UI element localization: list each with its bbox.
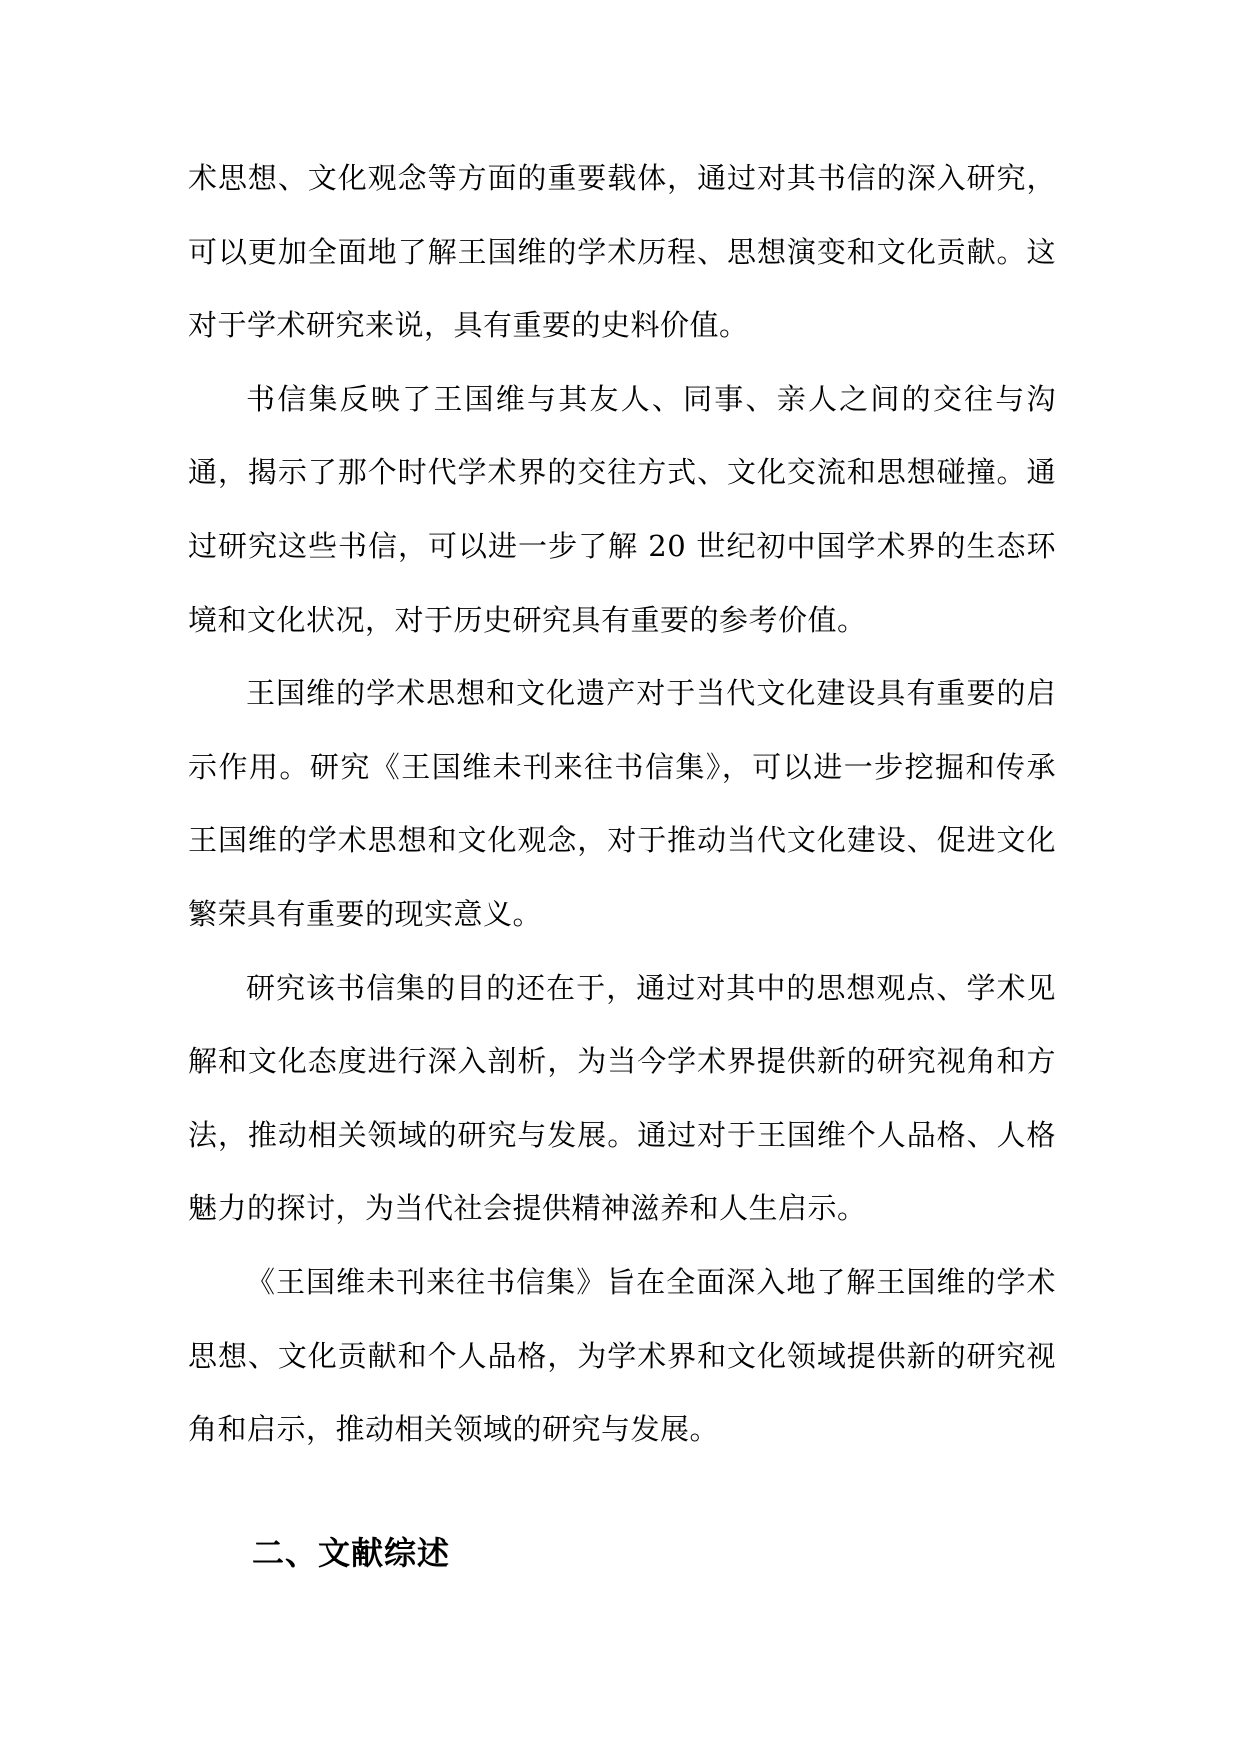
section-heading: 二、文献综述: [252, 1534, 451, 1572]
paragraph-continued: 术思想、文化观念等方面的重要载体，通过对其书信的深入研究，可以更加全面地了解王国维的学术历程、思想演变和文化贡献。这对于学术研究来说，具有重要的史料价值。: [188, 161, 1056, 343]
body-text: [188, 142, 1056, 1467]
paragraph: 王国维的学术思想和文化遗产对于当代文化建设具有重要的启示作用。研究《王国维未刊来往书信集》，可以进一步挖掘和传承王国维的学术思想和文化观念，对于推动当代文化建设、促进文化繁荣具有重要的现实意义。: [188, 676, 1056, 931]
paragraph: 研究该书信集的目的还在于，通过对其中的思想观点、学术见解和文化态度进行深入剖析，为当今学术界提供新的研究视角和方法，推动相关领域的研究与发展。通过对于王国维个人品格、人格魅力的探讨，为当代社会提供精神滋养和人生启示。: [188, 970, 1056, 1226]
paragraph: 《王国维未刊来往书信集》旨在全面深入地了解王国维的学术思想、文化贡献和个人品格，为学术界和文化领域提供新的研究视角和启示，推动相关领域的研究与发展。: [188, 1264, 1056, 1447]
paragraph: 书信集反映了王国维与其友人、同事、亲人之间的交往与沟通，揭示了那个时代学术界的交往方式、文化交流和思想碰撞。通过研究这些书信，可以进一步了解 20 世纪初中国学术界的生态环境和文化状况，对于历史研究具有重要的参考价值。: [188, 381, 1056, 637]
